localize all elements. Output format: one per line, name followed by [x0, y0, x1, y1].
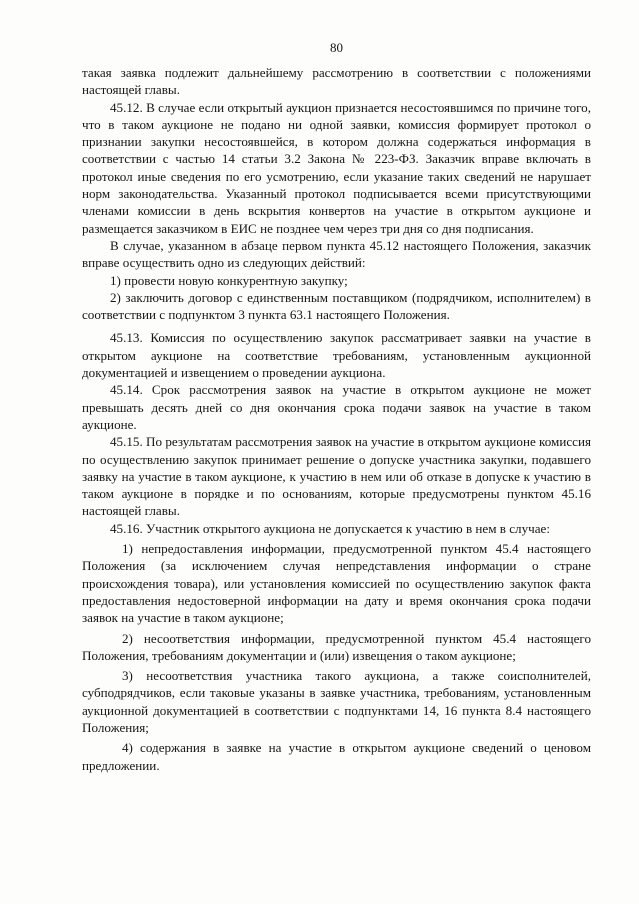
paragraph-45-12: 45.12. В случае если открытый аукцион признается несостоявшимся по причине того, что в таком аукционе не подано ни одной заявки, комиссия формирует протокол о признании закупки несостоявшейся, в котором должна содержаться информация в соответствии с частью 14 статьи 3.2 Закона № 223-ФЗ. Заказчик вправе включать в протокол иные сведения по его усмотрению, если указание таких сведений не нарушает норм законодательства. Указанный протокол подписывается всеми присутствующими членами комиссии в день вскрытия конвертов на участие в открытом аукционе и размещается заказчиком в ЕИС не позднее чем через три дня со дня подписания. — [82, 99, 591, 236]
list-item-participant-mismatch: 3) несоответствия участника такого аукциона, а также соисполнителей, субподрядчиков, если таковые указаны в заявке участника, требованиям, установленным аукционной документацией в соответствии с подпунктами 14, 16 пункта 8.4 настоящего Положения; — [82, 668, 591, 735]
paragraph-45-12-options-intro: В случае, указанном в абзаце первом пункта 45.12 настоящего Положения, заказчик вправе осуществить одно из следующих действий: — [82, 237, 591, 271]
paragraph-continuation: такая заявка подлежит дальнейшему рассмотрению в соответствии с положениями настоящей главы. — [82, 65, 591, 98]
paragraph-45-15: 45.15. По результатам рассмотрения заявок на участие в открытом аукционе комиссия по осуществлению закупок принимает решение о допуске участника закупки, подавшего заявку на участие в таком аукционе, к участию в нем или об отказе в допуске к участию в таком аукционе в порядке и по основаниям, которые предусмотрены пунктом 45.16 настоящей главы. — [82, 434, 591, 519]
list-item-new-procurement: 1) провести новую конкурентную закупку; — [110, 272, 348, 288]
list-item-info-mismatch: 2) несоответствия информации, предусмотренной пунктом 45.4 настоящего Положения, требованиям документации и (или) извещения о таком аукционе; — [82, 630, 591, 663]
paragraph-45-13: 45.13. Комиссия по осуществлению закупок рассматривает заявки на участие в открытом аукционе на соответствие требованиям, установленным аукционной документацией и извещением о проведении аукциона. — [82, 330, 591, 381]
list-item-price-offer: 4) содержания в заявке на участие в открытом аукционе сведений о ценовом предложении. — [82, 740, 591, 773]
list-item-nonprovision-info: 1) непредоставления информации, предусмотренной пунктом 45.4 настоящего Положения (за исключением случая непредставления информации о стране происхождения товара), или установления комиссией по осуществлению закупок факта предоставления недостоверной информации на дату и время окончания срока подачи заявок на участие в таком аукционе; — [82, 541, 591, 626]
page-number: 80 — [330, 40, 343, 55]
document-body — [82, 64, 591, 774]
list-item-single-supplier: 2) заключить договор с единственным поставщиком (подрядчиком, исполнителем) в соответствии с подпунктом 3 пункта 63.1 настоящего Положения. — [82, 289, 591, 323]
paragraph-45-14: 45.14. Срок рассмотрения заявок на участие в открытом аукционе не может превышать десять дней со дня окончания срока подачи заявок на участие в таком аукционе. — [82, 382, 591, 432]
paragraph-45-16: 45.16. Участник открытого аукциона не допускается к участию в нем в случае: — [110, 520, 550, 536]
